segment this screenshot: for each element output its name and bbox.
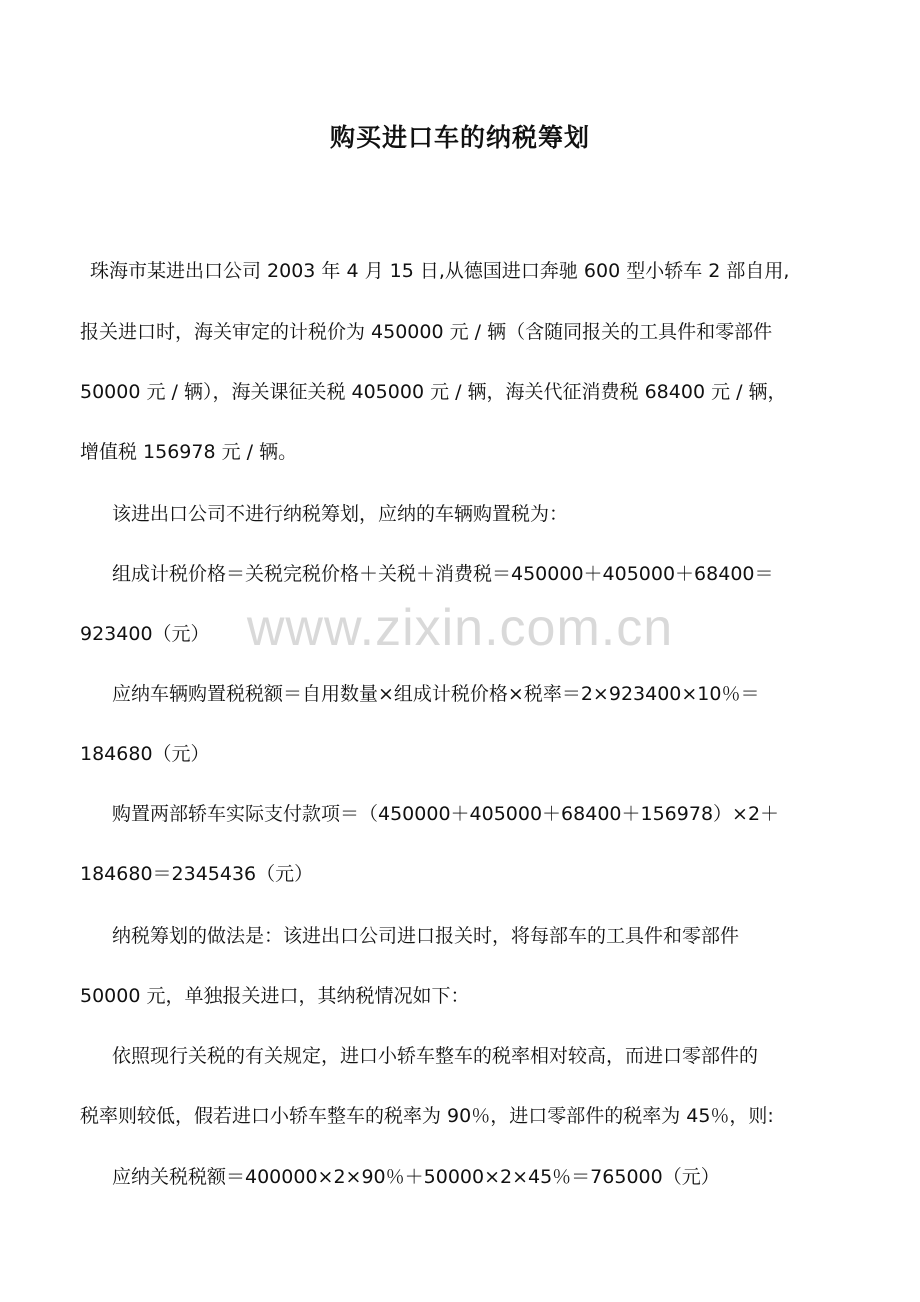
paragraph-line: 增值税 156978 元 / 辆。 bbox=[80, 441, 298, 463]
paragraph-line: 50000 元 / 辆），海关课征关税 405000 元 / 辆，海关代征消费税 68400 元 / 辆， bbox=[80, 381, 787, 403]
formula-line: 184680（元） bbox=[80, 743, 210, 765]
formula-line: 923400（元） bbox=[80, 623, 210, 645]
paragraph-line: 税率则较低，假若进口小轿车整车的税率为 90％，进口零部件的税率为 45％，则: bbox=[80, 1105, 774, 1127]
paragraph-line: 依照现行关税的有关规定，进口小轿车整车的税率相对较高，而进口零部件的 bbox=[112, 1045, 759, 1067]
paragraph-line: 报关进口时，海关审定的计税价为 450000 元 / 辆（含随同报关的工具件和零部件 bbox=[80, 321, 773, 343]
formula-line: 组成计税价格＝关税完税价格＋关税＋消费税＝450000＋405000＋68400＝ bbox=[112, 563, 774, 585]
formula-line: 应纳车辆购置税税额＝自用数量×组成计税价格×税率＝2×923400×10％＝ bbox=[112, 683, 760, 705]
watermark: www.zixin.com.cn bbox=[246, 599, 674, 657]
paragraph-line: 珠海市某进出口公司 2003 年 4 月 15 日,从德国进口奔驰 600 型小轿车 2 部自用, bbox=[90, 260, 790, 282]
formula-line: 购置两部轿车实际支付款项＝（450000＋405000＋68400＋156978）×2＋ bbox=[112, 803, 780, 825]
document-title: 购买进口车的纳税筹划 bbox=[329, 123, 590, 152]
formula-line: 应纳关税税额＝400000×2×90％＋50000×2×45％＝765000（元） bbox=[112, 1166, 720, 1188]
paragraph-line: 50000 元，单独报关进口，其纳税情况如下： bbox=[80, 985, 470, 1007]
paragraph-line: 该进出口公司不进行纳税筹划，应纳的车辆购置税为： bbox=[112, 503, 569, 525]
paragraph-line: 纳税筹划的做法是：该进出口公司进口报关时，将每部车的工具件和零部件 bbox=[112, 925, 740, 947]
formula-line: 184680＝2345436（元） bbox=[80, 863, 314, 885]
